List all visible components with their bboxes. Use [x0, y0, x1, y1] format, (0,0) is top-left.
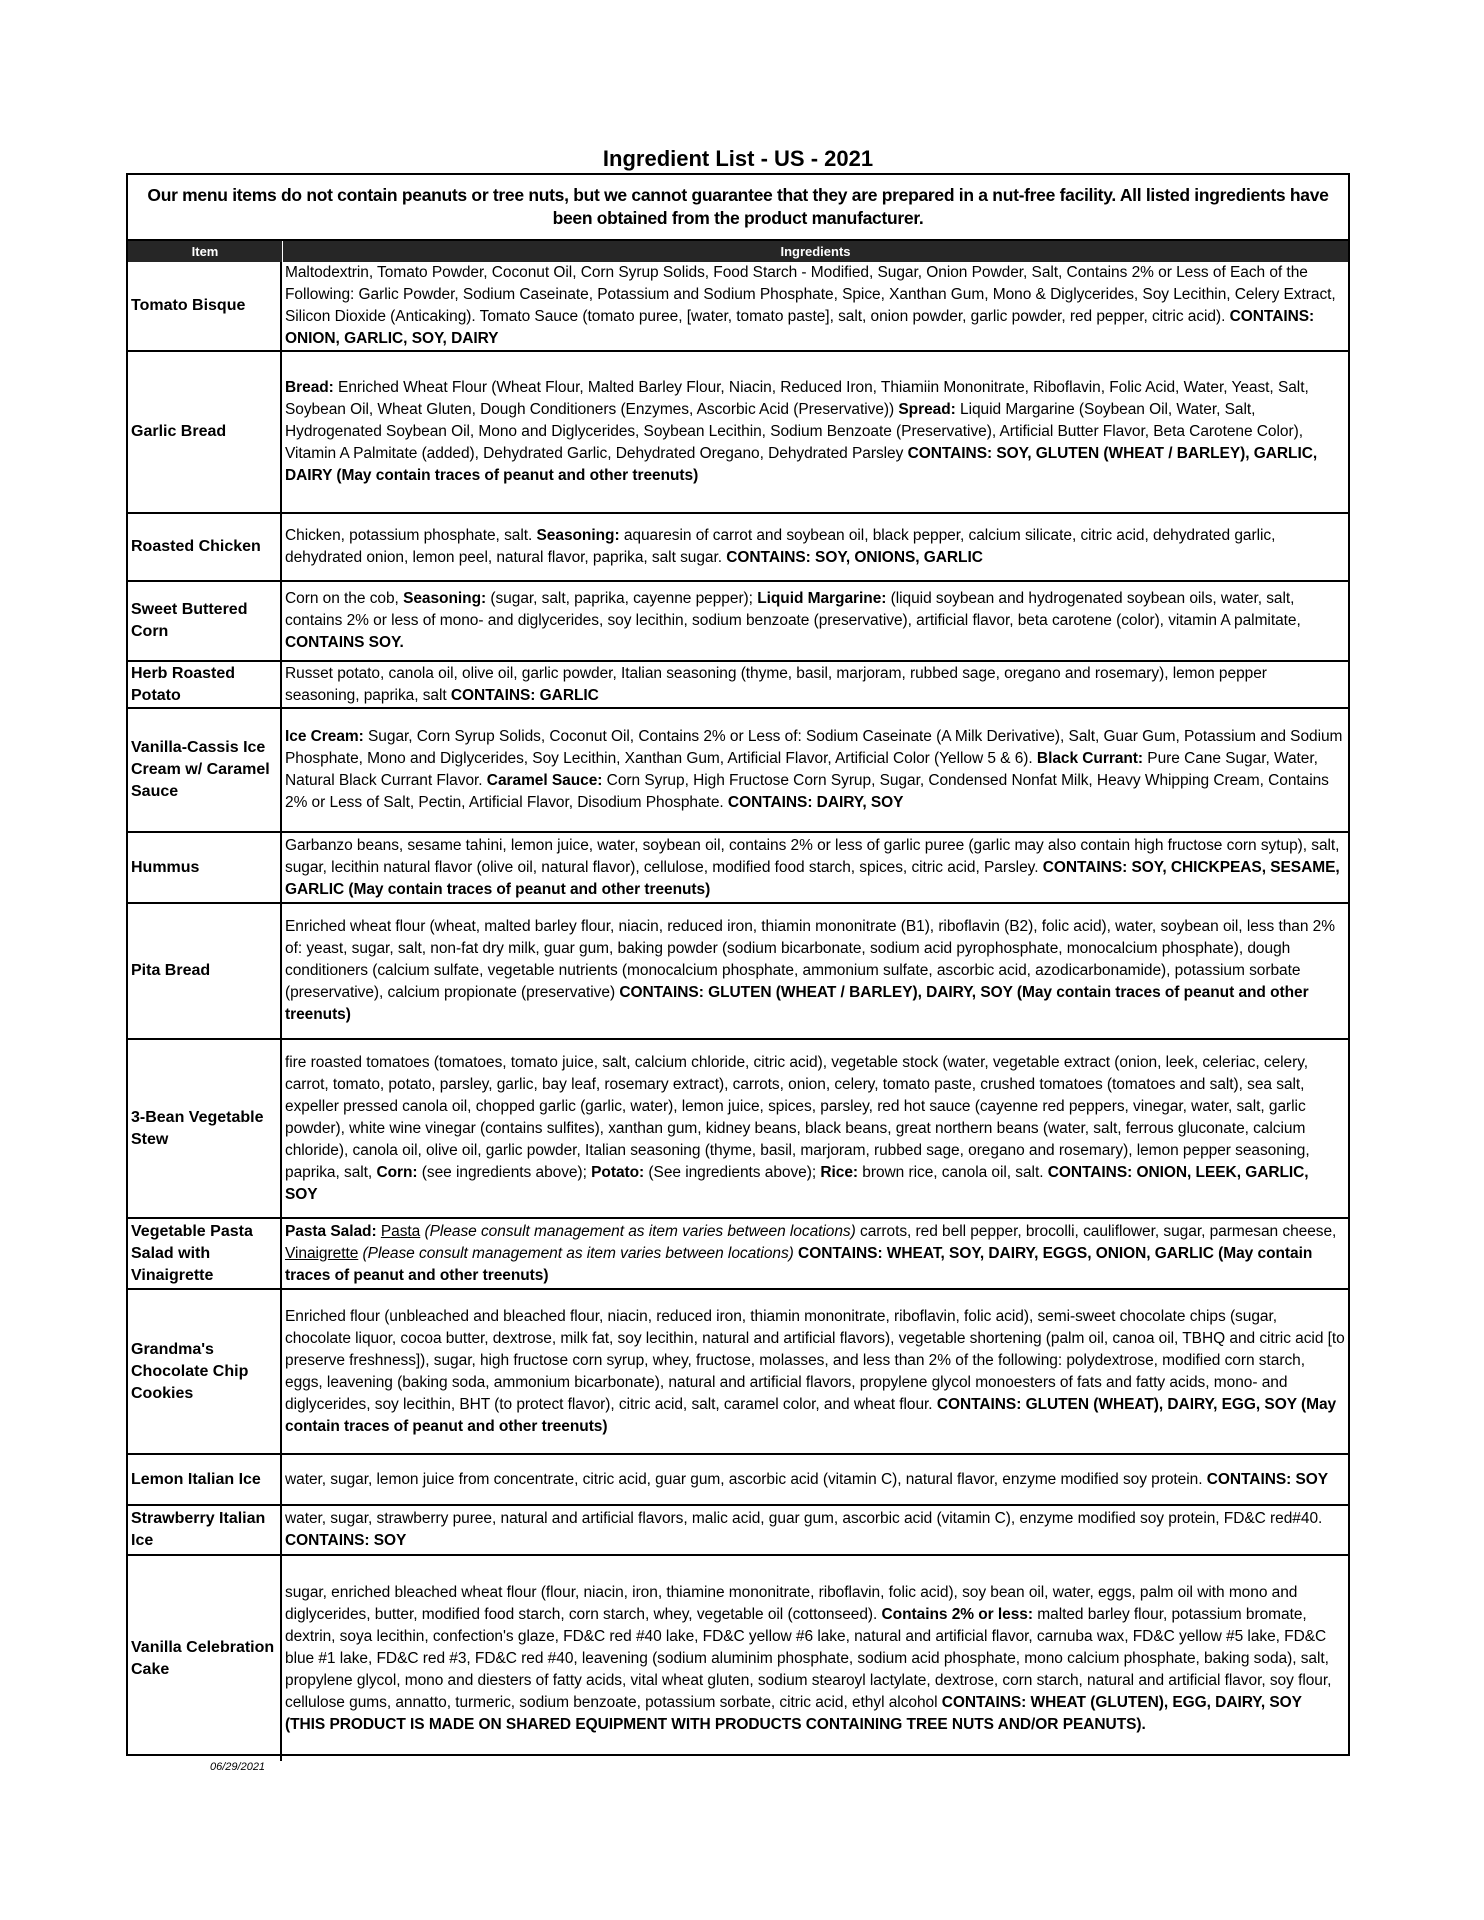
ingredients: Corn on the cob, Seasoning: (sugar, salt, paprika, cayenne pepper); Liquid Margarine: (liquid soybean and hydrogenated soybean oils, water, salt, contains 2% or less of mono- and diglycerides, soy lecithin, sodium benzoate (preservative), artificial flavor, beta carotene (color), vitamin A palmitate, CONTAINS SOY.	[285, 590, 1301, 651]
table-row	[128, 1219, 1348, 1290]
ingredients: water, sugar, lemon juice from concentrate, citric acid, guar gum, ascorbic acid (vitamin C), natural flavor, enzyme modified soy protein. CONTAINS: SOY	[285, 1470, 1329, 1488]
table-row	[128, 1455, 1348, 1506]
ingredients: Ice Cream: Sugar, Corn Syrup Solids, Coconut Oil, Contains 2% or Less of: Sodium Caseinate (A Milk Derivative), Salt, Guar Gum, Potassium and Sodium Phosphate, Mono and Diglycerides, Soy Lecithin, Xanthan Gum, Artificial Flavor, Artificial Color (Yellow 5 & 6). Black Currant: Pure Cane Sugar, Water, Natural Black Currant Flavor. Caramel Sauce: Corn Syrup, High Fructose Corn Syrup, Sugar, Condensed Nonfat Milk, Heavy Whipping Cream, Contains 2% or Less of Salt, Pectin, Artificial Flavor, Disodium Phosphate. CONTAINS: DAIRY, SOY	[285, 728, 1343, 811]
page-title: Ingredient List - US - 2021	[602, 146, 874, 171]
allergen-notice: Our menu items do not contain peanuts or tree nuts, but we cannot guarantee that they are prepared in a nut-free facility. All listed ingredients have been obtained from the product manufacturer.	[128, 175, 1348, 241]
table-row	[128, 514, 1348, 582]
item-name: Roasted Chicken	[128, 514, 282, 580]
ingredients: Russet potato, canola oil, olive oil, garlic powder, Italian seasoning (thyme, basil, marjoram, rubbed sage, oregano and rosemary), lemon pepper seasoning, paprika, salt CONTAINS: GARLIC	[285, 664, 1267, 704]
revision-date: 06/29/2021	[210, 1761, 266, 1773]
item-name: Garlic Bread	[128, 352, 282, 512]
item-name: Sweet Buttered Corn	[128, 582, 282, 660]
ingredients: fire roasted tomatoes (tomatoes, tomato juice, salt, calcium chloride, citric acid), vegetable stock (water, vegetable extract (onion, leek, celeriac, celery, carrot, tomato, potato, parsley, garlic, bay leaf, rosemary extract), carrots, onion, celery, tomato paste, crushed tomatoes (tomatoes and salt), sea salt, expeller pressed canola oil, chopped garlic (garlic, water), lemon juice, spices, parsley, red hot sauce (cayenne red peppers, vinegar, water, salt, garlic powder), white wine vinegar (contains sulfites), xanthan gum, kidney beans, black beans, great northern beans (water, salt, ferrous gluconate, calcium chloride), canola oil, olive oil, garlic powder, Italian seasoning (thyme, basil, marjoram, rubbed sage, oregano and rosemary), lemon pepper seasoning, paprika, salt, Corn: (see ingredients above); Potato: (See ingredients above); Rice: brown rice, canola oil, salt. CONTAINS: ONION, LEEK, GARLIC, SOY	[285, 1053, 1310, 1203]
item-name: Vanilla Celebration Cake	[128, 1556, 282, 1761]
table-row	[128, 352, 1348, 514]
ingredients: Enriched flour (unbleached and bleached flour, niacin, reduced iron, thiamin mononitrate, riboflavin, folic acid), semi-sweet chocolate chips (sugar, chocolate liquor, cocoa butter, dextrose, milk fat, soy lecithin, natural and artificial flavors), vegetable shortening (palm oil, canoa oil, TBHQ and citric acid [to preserve freshness]), sugar, high fructose corn syrup, whey, fructose, molasses, and less than 2% of the following: polydextrose, modified corn starch, eggs, leavening (baking soda, ammonium bicarbonate), natural and artificial flavors, propylene glycol monoesters of fats and fatty acids, mono- and diglycerides, soy lecithin, BHT (to protect flavor), citric acid, salt, caramel color, and wheat flour. CONTAINS: GLUTEN (WHEAT), DAIRY, EGG, SOY (May contain traces of peanut and other treenuts)	[285, 1307, 1345, 1435]
table-row	[128, 904, 1348, 1040]
item-name: Pita Bread	[128, 904, 282, 1038]
table-row	[128, 662, 1348, 709]
table-header	[128, 241, 1348, 262]
ingredients: Enriched wheat flour (wheat, malted barley flour, niacin, reduced iron, thiamin mononitrate (B1), riboflavin (B2), folic acid), water, soybean oil, less than 2% of: yeast, sugar, salt, non-fat dry milk, guar gum, baking powder (sodium bicarbonate, sodium acid pyrophosphate, monocalcium phosphate), dough conditioners (calcium sulfate, vegetable nutrients (monocalcium phosphate, ammonium sulfate, ascorbic acid, azodicarbonamide), potassium sorbate (preservative), calcium propionate (preservative) CONTAINS: GLUTEN (WHEAT / BARLEY), DAIRY, SOY (May contain traces of peanut and other treenuts)	[285, 918, 1335, 1023]
table-row	[128, 1290, 1348, 1455]
ingredients: Garbanzo beans, sesame tahini, lemon juice, water, soybean oil, contains 2% or less of garlic puree (garlic may also contain high fructose corn sytup), salt, sugar, lecithin natural flavor (olive oil, natural flavor), cellulose, modified food starch, spices, citric acid, Parsley. CONTAINS: SOY, CHICKPEAS, SESAME, GARLIC (May contain traces of peanut and other treenuts)	[285, 836, 1340, 898]
ingredients: Chicken, potassium phosphate, salt. Seasoning: aquaresin of carrot and soybean oil, black pepper, calcium silicate, citric acid, dehydrated garlic, dehydrated onion, lemon peel, natural flavor, paprika, salt sugar. CONTAINS: SOY, ONIONS, GARLIC	[285, 527, 1276, 566]
header-item: Item	[128, 241, 283, 262]
item-name: Grandma's Chocolate Chip Cookies	[128, 1290, 282, 1453]
ingredients: Pasta Salad: Pasta (Please consult management as item varies between locations) carrots, red bell pepper, brocolli, cauliflower, sugar, parmesan cheese, Vinaigrette (Please consult management as item varies between locations) CONTAINS: WHEAT, SOY, DAIRY, EGGS, ONION, GARLIC (May contain traces of peanut and other treenuts)	[285, 1222, 1337, 1284]
table-row	[128, 1506, 1348, 1556]
header-ingredients: Ingredients	[780, 244, 851, 259]
item-name: Tomato Bisque	[128, 262, 282, 350]
table-row	[128, 582, 1348, 662]
table-row	[128, 1556, 1348, 1761]
ingredients: Bread: Enriched Wheat Flour (Wheat Flour, Malted Barley Flour, Niacin, Reduced Iron, Thiamiin Mononitrate, Riboflavin, Folic Acid, Water, Yeast, Salt, Soybean Oil, Wheat Gluten, Dough Conditioners (Enzymes, Ascorbic Acid (Preservative)) Spread: Liquid Margarine (Soybean Oil, Water, Salt, Hydrogenated Soybean Oil, Mono and Diglycerides, Soybean Lecithin, Sodium Benzoate (Preservative), Artificial Butter Flavor, Beta Carotene Color), Vitamin A Palmitate (added), Dehydrated Garlic, Dehydrated Oregano, Dehydrated Parsley CONTAINS: SOY, GLUTEN (WHEAT / BARLEY), GARLIC, DAIRY (May contain traces of peanut and other treenuts)	[285, 379, 1318, 484]
ingredients: water, sugar, strawberry puree, natural and artificial flavors, malic acid, guar gum, ascorbic acid (vitamin C), enzyme modified soy protein, FD&C red#40. CONTAINS: SOY	[285, 1510, 1323, 1549]
item-name: Herb Roasted Potato	[128, 662, 282, 707]
item-name: Lemon Italian Ice	[128, 1455, 282, 1504]
item-name: Hummus	[128, 833, 282, 902]
table-row	[128, 709, 1348, 833]
ingredients: Maltodextrin, Tomato Powder, Coconut Oil, Corn Syrup Solids, Food Starch - Modified, Sugar, Onion Powder, Salt, Contains 2% or Less of Each of the Following: Garlic Powder, Sodium Caseinate, Potassium and Sodium Phosphate, Spice, Xanthan Gum, Mono & Diglycerides, Soy Lecithin, Celery Extract, Silicon Dioxide (Anticaking). Tomato Sauce (tomato puree, [water, tomato paste], salt, onion powder, garlic powder, red pepper, citric acid). CONTAINS: ONION, GARLIC, SOY, DAIRY	[285, 264, 1336, 347]
item-name: Strawberry Italian Ice	[128, 1506, 282, 1554]
table-row	[128, 262, 1348, 352]
item-name: Vegetable Pasta Salad with Vinaigrette	[128, 1219, 282, 1288]
item-name: 3-Bean Vegetable Stew	[128, 1040, 282, 1217]
ingredients: sugar, enriched bleached wheat flour (flour, niacin, iron, thiamine mononitrate, riboflavin, folic acid), soy bean oil, water, eggs, palm oil with mono and diglycerides, butter, modified food starch, corn starch, whey, vegetable oil (cottonseed). Contains 2% or less: malted barley flour, potassium bromate, dextrin, soya lecithin, confection's glaze, FD&C red #40 lake, FD&C yellow #6 lake, natural and artificial flavor, carnuba wax, FD&C yellow #5 lake, FD&C blue #1 lake, FD&C red #3, FD&C red #40, leavening (sodium aluminim phosphate, sodium acid phosphate, mono calcium phosphate, baking soda), salt, propylene glycol, mono and diesters of fatty acids, vital wheat gluten, sodium stearoyl lactylate, dextrose, corn starch, natural and artificial flavor, soy flour, cellulose gums, annatto, turmeric, sodium benzoate, potassium sorbate, citric acid, ethyl alcohol CONTAINS: WHEAT (GLUTEN), EGG, DAIRY, SOY (THIS PRODUCT IS MADE ON SHARED EQUIPMENT WITH PRODUCTS CONTAINING TREE NUTS AND/OR PEANUTS).	[285, 1583, 1332, 1733]
ingredient-table	[126, 173, 1350, 1756]
table-row	[128, 833, 1348, 904]
table-row	[128, 1040, 1348, 1219]
item-name: Vanilla-Cassis Ice Cream w/ Caramel Sauce	[128, 709, 282, 831]
